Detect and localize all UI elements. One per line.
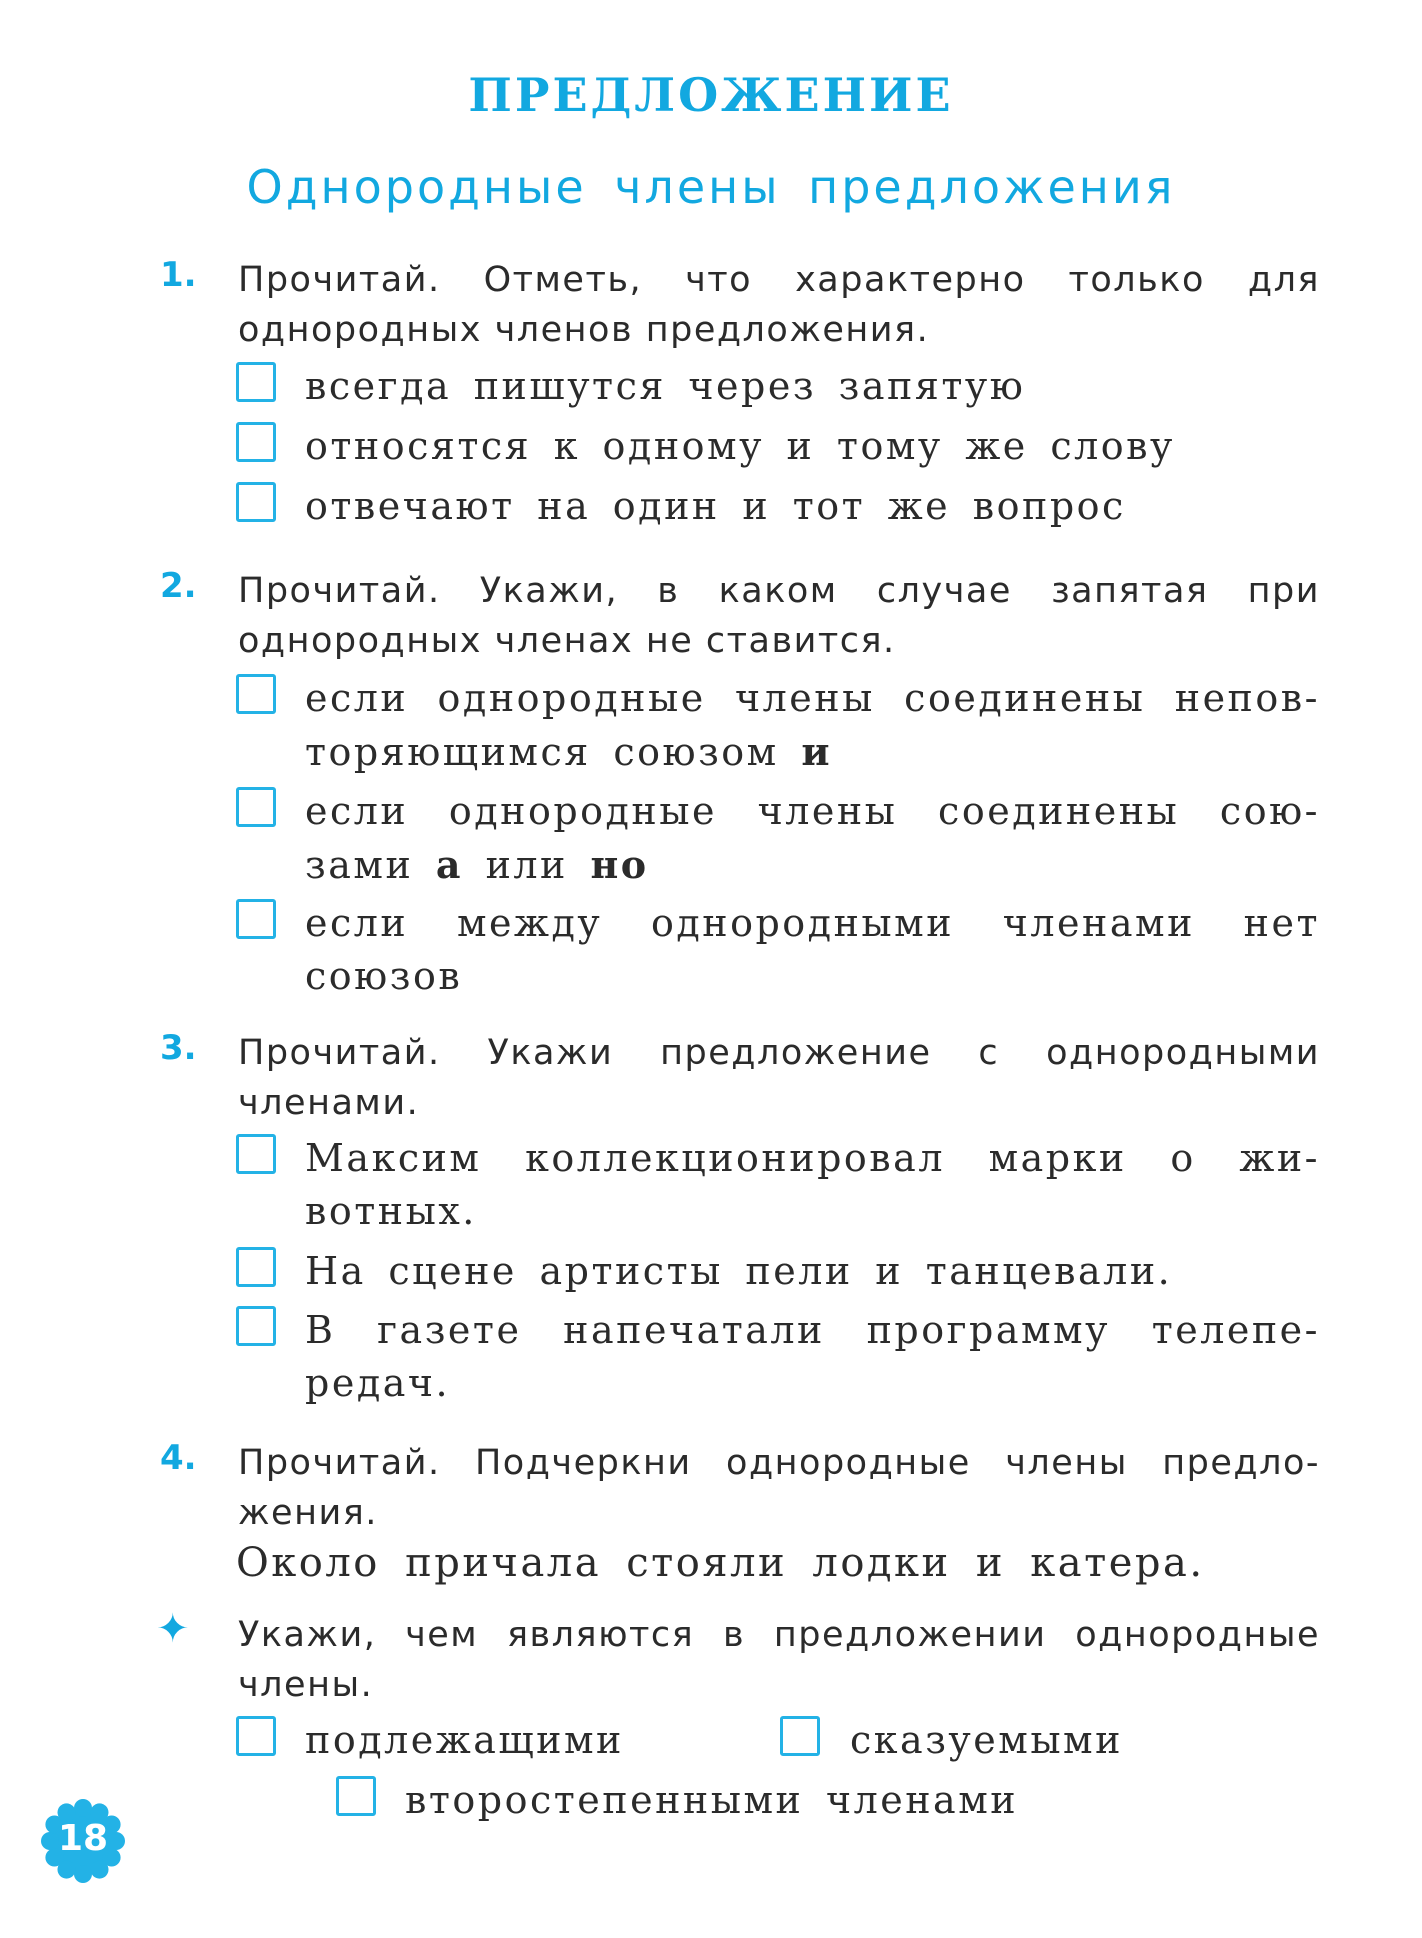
task-number: 4.	[160, 1438, 197, 1478]
conjunction: а	[435, 842, 463, 887]
checkbox[interactable]	[780, 1716, 820, 1756]
option-text: относятся к одному и тому же слову	[305, 424, 1175, 468]
checkbox[interactable]	[236, 674, 276, 714]
checkbox[interactable]	[236, 362, 276, 402]
checkbox[interactable]	[236, 1134, 276, 1174]
page-subtitle: Однородные члены предложения	[246, 160, 1176, 214]
checkbox[interactable]	[236, 1247, 276, 1287]
task-instruction: Укажи, чем являются в предложении однородные члены.	[238, 1615, 1320, 1705]
option-text: сказуемыми	[850, 1718, 1123, 1762]
task-number: 1.	[160, 255, 197, 295]
example-sentence: Около причала стояли лодки и катера.	[236, 1540, 1205, 1586]
option-text: На сцене артисты пели и танцевали.	[305, 1249, 1173, 1293]
page-title: ПРЕДЛОЖЕНИЕ	[468, 68, 954, 122]
conjunction: и	[801, 729, 833, 774]
option-label: если однородные члены соединены непов-торяющимся союзом	[305, 676, 1320, 774]
checkbox[interactable]	[236, 422, 276, 462]
checkbox[interactable]	[236, 899, 276, 939]
task-instruction: Прочитай. Укажи, в каком случае запятая при однородных членах не ставится.	[238, 571, 1320, 661]
checkbox[interactable]	[336, 1776, 376, 1816]
task-instruction: Прочитай. Подчеркни однородные члены предло-жения.	[238, 1443, 1320, 1533]
conjunction: но	[590, 842, 649, 887]
star-icon: ✦	[156, 1606, 190, 1652]
option-text: если между однородными членами нет союзов	[305, 901, 1320, 998]
task-number: 2.	[160, 566, 197, 606]
option-text: В газете напечатали программу телепе-редач.	[305, 1308, 1320, 1405]
checkbox[interactable]	[236, 1716, 276, 1756]
option-label: если однородные члены соединены сою-зами	[305, 789, 1320, 887]
option-text: подлежащими	[305, 1718, 624, 1762]
option-text: Максим коллекционировал марки о жи-вотных.	[305, 1136, 1320, 1233]
task-instruction: Прочитай. Укажи предложение с однородными членами.	[238, 1033, 1320, 1123]
option-text	[305, 785, 1320, 892]
option-text: второстепенными членами	[405, 1778, 1019, 1822]
checkbox[interactable]	[236, 482, 276, 522]
page-number: 18	[57, 1818, 109, 1859]
option-text	[305, 672, 1320, 779]
task-instruction: Прочитай. Отметь, что характерно только для однородных членов предложения.	[238, 260, 1320, 350]
task-number: 3.	[160, 1028, 197, 1068]
option-connector: или	[485, 843, 568, 887]
option-text: всегда пишутся через запятую	[305, 364, 1026, 408]
option-text: отвечают на один и тот же вопрос	[305, 484, 1126, 528]
checkbox[interactable]	[236, 1306, 276, 1346]
page-number-badge	[40, 1798, 126, 1884]
checkbox[interactable]	[236, 787, 276, 827]
